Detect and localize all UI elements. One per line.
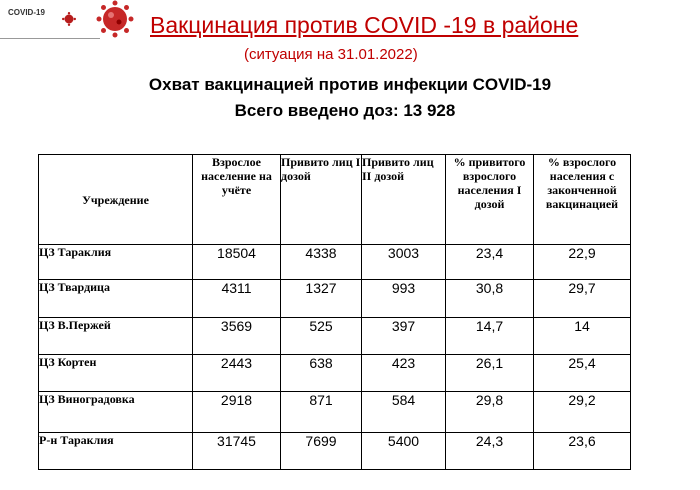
table-row xyxy=(39,318,631,355)
virus-large-icon xyxy=(96,0,134,40)
cell-percent-first-dose: 30,8 xyxy=(446,280,534,318)
cell-second-dose: 584 xyxy=(362,392,446,433)
cell-adult-population: 2918 xyxy=(193,392,281,433)
table-row xyxy=(39,433,631,470)
cell-first-dose: 1327 xyxy=(281,280,362,318)
cell-percent-first-dose: 24,3 xyxy=(446,433,534,470)
cell-adult-population: 18504 xyxy=(193,245,281,280)
cell-adult-population: 4311 xyxy=(193,280,281,318)
cell-second-dose: 993 xyxy=(362,280,446,318)
logo-text: COVID-19 xyxy=(8,8,45,17)
table-row xyxy=(39,355,631,392)
cell-second-dose: 423 xyxy=(362,355,446,392)
cell-percent-first-dose: 23,4 xyxy=(446,245,534,280)
cell-first-dose: 871 xyxy=(281,392,362,433)
cell-institution: ЦЗ Твардица xyxy=(39,280,193,318)
cell-adult-population: 3569 xyxy=(193,318,281,355)
cell-percent-completed: 14 xyxy=(534,318,631,355)
cell-institution: ЦЗ Виноградовка xyxy=(39,392,193,433)
cell-institution: Р-н Тараклия xyxy=(39,433,193,470)
logo-divider xyxy=(0,38,100,39)
column-header-adult-population: Взрослое население на учёте xyxy=(193,155,281,245)
cell-percent-completed: 29,2 xyxy=(534,392,631,433)
column-header-second-dose: Привито лиц II дозой xyxy=(362,155,446,245)
vaccination-table xyxy=(38,154,631,470)
column-header-institution: Учреждение xyxy=(39,155,193,245)
cell-adult-population: 2443 xyxy=(193,355,281,392)
cell-first-dose: 525 xyxy=(281,318,362,355)
cell-institution: ЦЗ Кортен xyxy=(39,355,193,392)
cell-percent-first-dose: 29,8 xyxy=(446,392,534,433)
column-header-percent-completed: % взрослого населения с законченной вакцинацией xyxy=(534,155,631,245)
cell-percent-first-dose: 26,1 xyxy=(446,355,534,392)
cell-percent-first-dose: 14,7 xyxy=(446,318,534,355)
covid-logo xyxy=(0,0,140,44)
column-header-percent-first-dose: % привитого взрослого населения I дозой xyxy=(446,155,534,245)
cell-institution: ЦЗ Тараклия xyxy=(39,245,193,280)
cell-second-dose: 5400 xyxy=(362,433,446,470)
coverage-heading: Охват вакцинацией против инфекции COVID-19 xyxy=(148,75,552,94)
cell-institution: ЦЗ В.Пержей xyxy=(39,318,193,355)
page-title: Вакцинация против COVID -19 в районе xyxy=(150,12,579,38)
table-row xyxy=(39,245,631,280)
cell-percent-completed: 22,9 xyxy=(534,245,631,280)
cell-second-dose: 3003 xyxy=(362,245,446,280)
cell-second-dose: 397 xyxy=(362,318,446,355)
table-header-row xyxy=(39,155,631,245)
cell-first-dose: 638 xyxy=(281,355,362,392)
table-row xyxy=(39,392,631,433)
column-header-first-dose: Привито лиц I дозой xyxy=(281,155,362,245)
total-doses-heading: Всего введено доз: 13 928 xyxy=(234,101,456,120)
date-subtitle: (ситуация на 31.01.2022) xyxy=(244,46,418,63)
cell-percent-completed: 25,4 xyxy=(534,355,631,392)
cell-first-dose: 7699 xyxy=(281,433,362,470)
cell-first-dose: 4338 xyxy=(281,245,362,280)
cell-adult-population: 31745 xyxy=(193,433,281,470)
cell-percent-completed: 23,6 xyxy=(534,433,631,470)
table-row xyxy=(39,280,631,318)
cell-percent-completed: 29,7 xyxy=(534,280,631,318)
virus-small-icon xyxy=(62,12,76,26)
